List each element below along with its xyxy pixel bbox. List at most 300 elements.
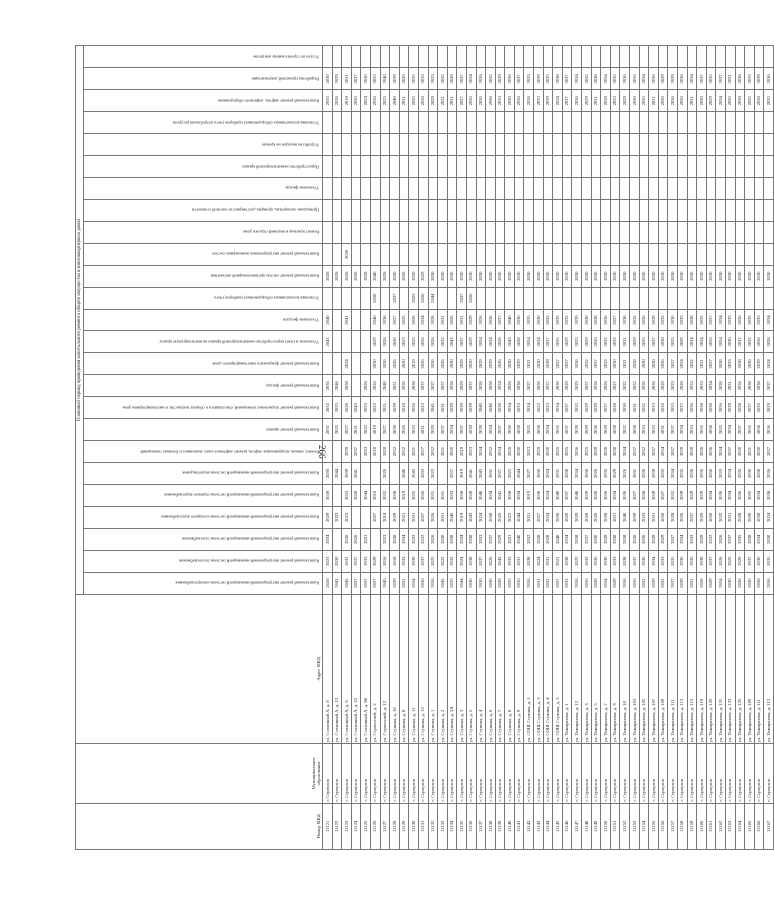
cell-planned-year: 2036 xyxy=(380,309,390,331)
cell-planned-year: 2036 xyxy=(639,528,649,550)
cell-planned-year xyxy=(543,221,553,243)
cell-planned-year: 2033 xyxy=(658,550,668,572)
cell-planned-year xyxy=(639,221,649,243)
table-row xyxy=(620,46,630,850)
cell-planned-year: 2030 xyxy=(706,265,716,287)
cell-planned-year: 2038 xyxy=(524,550,534,572)
cell-planned-year: 2033 xyxy=(495,90,505,112)
cell-planned-year xyxy=(399,178,409,200)
cell-planned-year xyxy=(582,221,592,243)
cell-house-number: 11142 xyxy=(524,803,534,849)
cell-planned-year: 2029 xyxy=(706,90,716,112)
cell-planned-year: 2029 xyxy=(677,331,687,353)
cell-planned-year: 2028 xyxy=(610,397,620,419)
cell-planned-year: 2035 xyxy=(735,528,745,550)
cell-planned-year: 2035 xyxy=(668,331,678,353)
cell-planned-year: 2022 xyxy=(505,506,515,528)
cell-planned-year xyxy=(745,112,755,134)
cell-planned-year: 2022 xyxy=(534,397,544,419)
cell-planned-year xyxy=(582,46,592,68)
cell-municipality: г. Серпухов xyxy=(639,744,649,803)
cell-planned-year xyxy=(543,287,553,309)
cell-address: ул. Ступина, д. 1 xyxy=(428,594,438,744)
cell-planned-year: 2026 xyxy=(591,463,601,485)
cell-planned-year: 2036 xyxy=(514,90,524,112)
cell-planned-year: 2033 xyxy=(668,375,678,397)
cell-planned-year xyxy=(390,221,400,243)
cell-planned-year: 2040 xyxy=(380,375,390,397)
cell-municipality: г. Серпухов xyxy=(582,744,592,803)
cell-planned-year xyxy=(649,243,659,265)
cell-planned-year xyxy=(332,528,342,550)
cell-planned-year: 2028 xyxy=(534,528,544,550)
table-row xyxy=(342,46,352,850)
cell-planned-year xyxy=(438,199,448,221)
cell-house-number: 11162 xyxy=(716,803,726,849)
cell-house-number: 11154 xyxy=(639,803,649,849)
cell-planned-year: 2041 xyxy=(323,331,333,353)
cell-planned-year xyxy=(687,221,697,243)
cell-planned-year xyxy=(620,199,630,221)
cell-planned-year: 2030 xyxy=(505,90,515,112)
cell-planned-year: 2032 xyxy=(639,397,649,419)
cell-planned-year: 2040 xyxy=(553,484,563,506)
cell-planned-year: 2035 xyxy=(409,90,419,112)
cell-planned-year: 2031 xyxy=(534,572,544,594)
cell-planned-year: 2034 xyxy=(716,572,726,594)
cell-planned-year xyxy=(534,221,544,243)
cell-planned-year: 2039 xyxy=(457,397,467,419)
cell-planned-year xyxy=(591,221,601,243)
cell-planned-year: 2022 xyxy=(572,550,582,572)
cell-planned-year xyxy=(351,309,361,331)
cell-planned-year: 2032 xyxy=(543,572,553,594)
cell-planned-year: 2037 xyxy=(418,375,428,397)
cell-planned-year: 2030 xyxy=(447,353,457,375)
cell-planned-year: 2031 xyxy=(323,419,333,441)
cell-municipality: г. Серпухов xyxy=(658,744,668,803)
cell-planned-year xyxy=(361,243,371,265)
cell-planned-year: 2036 xyxy=(735,572,745,594)
cell-planned-year: 2038 xyxy=(390,484,400,506)
cell-planned-year: 2039 xyxy=(390,68,400,90)
cell-planned-year: 2028 xyxy=(697,572,707,594)
cell-planned-year: 2028 xyxy=(514,331,524,353)
cell-planned-year: 2032 xyxy=(639,572,649,594)
cell-planned-year xyxy=(534,112,544,134)
cell-municipality: г. Серпухов xyxy=(745,744,755,803)
cell-planned-year xyxy=(591,243,601,265)
cell-planned-year xyxy=(409,199,419,221)
cell-planned-year xyxy=(610,243,620,265)
cell-house-number: 11131 xyxy=(418,803,428,849)
cell-planned-year xyxy=(495,134,505,156)
cell-planned-year: 2020 xyxy=(447,441,457,463)
cell-planned-year: 2035 xyxy=(716,419,726,441)
cell-planned-year xyxy=(697,221,707,243)
cell-planned-year xyxy=(725,243,735,265)
cell-planned-year: 2038 xyxy=(697,397,707,419)
cell-planned-year: 2037 xyxy=(764,375,774,397)
cell-planned-year: 2039 xyxy=(677,572,687,594)
cell-planned-year: 2033 xyxy=(505,550,515,572)
cell-planned-year xyxy=(438,221,448,243)
cell-planned-year xyxy=(735,287,745,309)
cell-planned-year: 2039 xyxy=(754,353,764,375)
cell-planned-year: 2038 xyxy=(572,528,582,550)
cell-planned-year: 2034 xyxy=(639,68,649,90)
cell-planned-year: 2040 xyxy=(476,484,486,506)
cell-planned-year: 2040 xyxy=(476,397,486,419)
cell-planned-year xyxy=(399,287,409,309)
cell-planned-year xyxy=(725,221,735,243)
cell-planned-year xyxy=(409,156,419,178)
cell-address: ул. Ступина, д. 3 xyxy=(457,594,467,744)
cell-planned-year: 2038 xyxy=(697,550,707,572)
cell-planned-year: 2038 xyxy=(409,375,419,397)
cell-planned-year: 2019 xyxy=(457,506,467,528)
table-row xyxy=(486,46,496,850)
cell-planned-year: 2033 xyxy=(716,463,726,485)
cell-planned-year: 2024 xyxy=(543,484,553,506)
cell-planned-year xyxy=(572,199,582,221)
cell-planned-year xyxy=(351,46,361,68)
cell-planned-year: 2037 xyxy=(543,331,553,353)
table-row xyxy=(668,46,678,850)
cell-planned-year: 2028 xyxy=(418,90,428,112)
cell-planned-year xyxy=(543,156,553,178)
cell-planned-year: 2031 xyxy=(447,90,457,112)
cell-address: ул. Ступина, д. 16 xyxy=(390,594,400,744)
cell-planned-year: 2030 xyxy=(754,550,764,572)
cell-planned-year: 2030 xyxy=(677,265,687,287)
cell-planned-year: 2030 xyxy=(553,265,563,287)
cell-planned-year: 2034 xyxy=(418,309,428,331)
cell-planned-year: 2032 xyxy=(658,309,668,331)
cell-planned-year: 2042 xyxy=(495,550,505,572)
cell-planned-year xyxy=(658,178,668,200)
cell-planned-year xyxy=(745,178,755,200)
cell-planned-year: 2028 xyxy=(601,375,611,397)
cell-planned-year: 2037 xyxy=(649,331,659,353)
cell-planned-year xyxy=(591,199,601,221)
table-row xyxy=(409,46,419,850)
cell-planned-year xyxy=(361,46,371,68)
cell-planned-year: 2026 xyxy=(409,397,419,419)
cell-planned-year: 2036 xyxy=(697,463,707,485)
cell-planned-year: 2040 xyxy=(620,506,630,528)
cell-planned-year: 2030 xyxy=(534,375,544,397)
cell-planned-year: 2026 xyxy=(418,331,428,353)
cell-planned-year: 2026 xyxy=(620,463,630,485)
header-work-8 xyxy=(84,419,323,441)
cell-planned-year xyxy=(370,46,380,68)
cell-planned-year: 2028 xyxy=(323,484,333,506)
cell-planned-year xyxy=(466,221,476,243)
cell-planned-year: 2034 xyxy=(543,506,553,528)
cell-planned-year xyxy=(418,134,428,156)
cell-planned-year xyxy=(562,178,572,200)
cell-planned-year: 2028 xyxy=(447,68,457,90)
cell-house-number: 11160 xyxy=(697,803,707,849)
cell-planned-year: 2039 xyxy=(572,309,582,331)
cell-planned-year xyxy=(572,112,582,134)
cell-planned-year: 2036 xyxy=(687,463,697,485)
cell-planned-year: 2035 xyxy=(505,572,515,594)
cell-planned-year: 2034 xyxy=(553,397,563,419)
cell-planned-year: 2031 xyxy=(630,397,640,419)
cell-planned-year: 2030 xyxy=(534,353,544,375)
cell-planned-year: 2030 xyxy=(668,265,678,287)
cell-planned-year xyxy=(361,112,371,134)
cell-planned-year xyxy=(332,243,342,265)
cell-planned-year xyxy=(610,156,620,178)
cell-planned-year xyxy=(735,112,745,134)
cell-planned-year xyxy=(447,287,457,309)
cell-address: ул. Стачечный А, д. 22 xyxy=(351,594,361,744)
cell-planned-year xyxy=(706,46,716,68)
cell-planned-year xyxy=(553,221,563,243)
cell-planned-year: 2030 xyxy=(725,572,735,594)
cell-planned-year: 2030 xyxy=(677,550,687,572)
cell-planned-year: 2026 xyxy=(428,528,438,550)
cell-planned-year: 2030 xyxy=(649,353,659,375)
cell-address: ул. Ступина, д. 7 xyxy=(495,594,505,744)
header-work-label: Установка коллективных (общедомовых) приборов учета xyxy=(214,295,319,301)
cell-planned-year xyxy=(630,134,640,156)
cell-planned-year xyxy=(582,112,592,134)
cell-planned-year xyxy=(572,287,582,309)
cell-planned-year xyxy=(370,528,380,550)
cell-municipality: г. Серпухов xyxy=(361,744,371,803)
cell-address: ул. Ступина, д. 8 xyxy=(505,594,515,744)
cell-planned-year xyxy=(658,46,668,68)
cell-planned-year: 2030 xyxy=(745,265,755,287)
cell-planned-year: 2020 xyxy=(409,265,419,287)
cell-planned-year: 2029 xyxy=(630,331,640,353)
cell-planned-year: 2041 xyxy=(342,309,352,331)
cell-planned-year: 2036 xyxy=(764,68,774,90)
cell-planned-year xyxy=(610,221,620,243)
cell-planned-year: 2037 xyxy=(351,572,361,594)
cell-planned-year xyxy=(610,178,620,200)
cell-planned-year xyxy=(582,243,592,265)
header-address: Адрес МКД xyxy=(76,594,323,744)
cell-planned-year: 2026 xyxy=(466,287,476,309)
cell-planned-year: 2033 xyxy=(562,572,572,594)
header-work-1 xyxy=(84,572,323,594)
cell-planned-year xyxy=(505,243,515,265)
cell-planned-year xyxy=(543,178,553,200)
cell-planned-year xyxy=(649,156,659,178)
cell-planned-year xyxy=(562,112,572,134)
cell-planned-year xyxy=(486,156,496,178)
cell-planned-year: 2022 xyxy=(505,463,515,485)
cell-planned-year xyxy=(620,46,630,68)
cell-planned-year xyxy=(370,199,380,221)
cell-planned-year: 2034 xyxy=(514,484,524,506)
cell-planned-year xyxy=(418,112,428,134)
cell-municipality: г. Серпухов xyxy=(591,744,601,803)
cell-planned-year: 2030 xyxy=(543,265,553,287)
cell-house-number: 11126 xyxy=(370,803,380,849)
cell-planned-year: 2036 xyxy=(697,441,707,463)
cell-house-number: 11159 xyxy=(687,803,697,849)
cell-planned-year: 2026 xyxy=(524,572,534,594)
cell-planned-year: 2032 xyxy=(735,331,745,353)
cell-planned-year: 2027 xyxy=(553,572,563,594)
cell-address: ул. Тимирязева, д. 3 xyxy=(582,594,592,744)
table-group-header-row xyxy=(76,46,84,850)
cell-municipality: г. Серпухов xyxy=(466,744,476,803)
cell-planned-year: 2031 xyxy=(342,550,352,572)
cell-municipality: г. Серпухов xyxy=(390,744,400,803)
cell-planned-year: 2035 xyxy=(524,309,534,331)
cell-planned-year: 2030 xyxy=(438,265,448,287)
cell-planned-year: 2030 xyxy=(466,265,476,287)
cell-planned-year: 2039 xyxy=(649,484,659,506)
cell-planned-year: 2026 xyxy=(716,550,726,572)
cell-planned-year: 2032 xyxy=(630,375,640,397)
cell-planned-year: 2038 xyxy=(620,309,630,331)
header-work-label: Утепление фасадов xyxy=(283,317,319,323)
cell-planned-year xyxy=(630,156,640,178)
cell-address: ул. Тимирязева, д. 109 xyxy=(745,594,755,744)
cell-planned-year xyxy=(524,287,534,309)
cell-planned-year: 2038 xyxy=(591,309,601,331)
cell-planned-year: 2019 xyxy=(399,484,409,506)
cell-planned-year xyxy=(323,134,333,156)
cell-planned-year xyxy=(332,134,342,156)
cell-planned-year: 2029 xyxy=(332,68,342,90)
cell-planned-year xyxy=(361,134,371,156)
cell-planned-year: 2032 xyxy=(620,375,630,397)
cell-planned-year: 2030 xyxy=(534,265,544,287)
cell-address: ул. СОШ Ступина, д. 5 xyxy=(553,594,563,744)
cell-planned-year: 2035 xyxy=(630,572,640,594)
cell-house-number: 11155 xyxy=(649,803,659,849)
cell-planned-year xyxy=(351,112,361,134)
cell-planned-year: 2026 xyxy=(476,68,486,90)
cell-municipality: г. Серпухов xyxy=(476,744,486,803)
cell-house-number: 11147 xyxy=(572,803,582,849)
header-work-10 xyxy=(84,375,323,397)
cell-house-number: 11149 xyxy=(591,803,601,849)
cell-planned-year xyxy=(438,134,448,156)
cell-planned-year: 2034 xyxy=(725,419,735,441)
cell-planned-year: 2029 xyxy=(370,550,380,572)
cell-planned-year: 2027 xyxy=(351,68,361,90)
cell-planned-year xyxy=(630,287,640,309)
table-row xyxy=(380,46,390,850)
cell-planned-year: 2026 xyxy=(323,265,333,287)
cell-planned-year: 2026 xyxy=(380,353,390,375)
cell-planned-year: 2027 xyxy=(630,484,640,506)
cell-municipality: г. Серпухов xyxy=(601,744,611,803)
cell-planned-year: 2036 xyxy=(745,353,755,375)
cell-municipality: г. Серпухов xyxy=(677,744,687,803)
cell-planned-year: 2028 xyxy=(677,375,687,397)
cell-planned-year: 2026 xyxy=(351,528,361,550)
cell-planned-year: 2037 xyxy=(457,419,467,441)
cell-planned-year: 2030 xyxy=(745,506,755,528)
cell-address: ул. Тимирязева, д. 7 xyxy=(601,594,611,744)
cell-planned-year xyxy=(534,243,544,265)
cell-planned-year: 2035 xyxy=(409,68,419,90)
cell-planned-year: 2022 xyxy=(428,463,438,485)
cell-planned-year: 2036 xyxy=(706,441,716,463)
cell-address: ул. Тимирязева, д. 1 xyxy=(562,594,572,744)
cell-house-number: 11139 xyxy=(495,803,505,849)
cell-planned-year: 2038 xyxy=(754,463,764,485)
cell-planned-year xyxy=(524,178,534,200)
cell-planned-year xyxy=(687,134,697,156)
cell-planned-year xyxy=(601,243,611,265)
cell-planned-year xyxy=(591,46,601,68)
cell-planned-year: 2033 xyxy=(601,353,611,375)
cell-planned-year xyxy=(495,46,505,68)
cell-planned-year xyxy=(745,243,755,265)
cell-planned-year xyxy=(639,134,649,156)
cell-planned-year: 2025 xyxy=(495,506,505,528)
cell-planned-year xyxy=(380,134,390,156)
cell-planned-year: 2035 xyxy=(754,309,764,331)
cell-house-number: 11165 xyxy=(745,803,755,849)
header-work-21 xyxy=(84,134,323,156)
cell-planned-year: 2039 xyxy=(390,572,400,594)
cell-planned-year xyxy=(620,221,630,243)
cell-planned-year: 2034 xyxy=(486,331,496,353)
cell-planned-year: 2026 xyxy=(351,265,361,287)
header-municipality: Муниципальное образование xyxy=(76,744,323,803)
cell-planned-year: 2035 xyxy=(706,331,716,353)
cell-planned-year xyxy=(649,112,659,134)
cell-planned-year: 2034 xyxy=(543,419,553,441)
cell-planned-year xyxy=(409,46,419,68)
cell-planned-year xyxy=(677,112,687,134)
cell-planned-year: 2034 xyxy=(476,331,486,353)
cell-house-number: 11144 xyxy=(543,803,553,849)
cell-planned-year: 2025 xyxy=(399,309,409,331)
cell-planned-year xyxy=(342,178,352,200)
cell-planned-year: 2044 xyxy=(428,287,438,309)
cell-house-number: 11138 xyxy=(486,803,496,849)
cell-planned-year xyxy=(620,287,630,309)
table-row xyxy=(697,46,707,850)
cell-planned-year xyxy=(716,199,726,221)
cell-planned-year xyxy=(447,112,457,134)
cell-planned-year: 2035 xyxy=(697,419,707,441)
cell-planned-year: 2031 xyxy=(687,572,697,594)
cell-municipality: г. Серпухов xyxy=(553,744,563,803)
cell-planned-year: 2031 xyxy=(438,441,448,463)
cell-planned-year: 2037 xyxy=(562,484,572,506)
cell-planned-year xyxy=(639,243,649,265)
cell-planned-year xyxy=(342,134,352,156)
cell-planned-year: 2038 xyxy=(735,90,745,112)
header-work-16 xyxy=(84,243,323,265)
cell-planned-year: 2019 xyxy=(409,353,419,375)
cell-planned-year: 2034 xyxy=(620,441,630,463)
table-row xyxy=(735,46,745,850)
cell-house-number: 11133 xyxy=(438,803,448,849)
cell-house-number: 11136 xyxy=(466,803,476,849)
cell-planned-year xyxy=(323,156,333,178)
cell-planned-year: 2037 xyxy=(745,550,755,572)
cell-planned-year: 2021 xyxy=(409,441,419,463)
cell-planned-year: 2039 xyxy=(601,528,611,550)
cell-planned-year: 2029 xyxy=(476,353,486,375)
